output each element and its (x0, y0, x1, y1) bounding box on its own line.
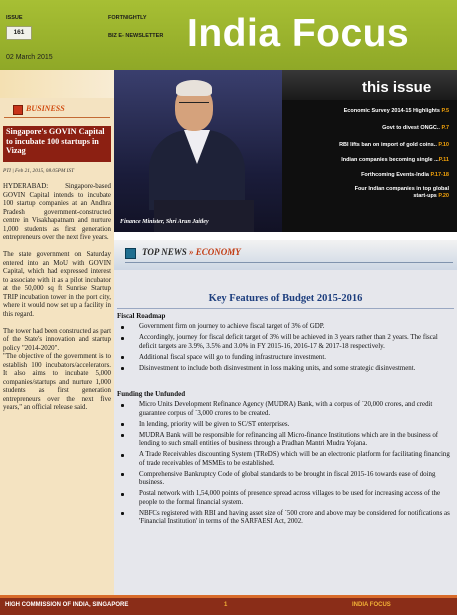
business-section-header (0, 104, 114, 116)
article-paragraph: HYDERABAD: Singapore-based GOVIN Capital intends to incubate 100 startup companies at an Andhra Pradesh government-constructed centre in Visakhapatnam and nurture 1,000 students as first generation entrepreneurs over the next five years. (3, 183, 111, 241)
toc-item[interactable]: Indian companies becoming single ...P.11 (341, 157, 449, 163)
footer-organization: HIGH COMMISSION OF INDIA, SINGAPORE (5, 602, 129, 608)
list-item: Micro Units Development Refinance Agency (MUDRA) Bank, with a corpus of `20,000 crores, and credit guarantee corpus of `3,000 crores to be created. (117, 401, 450, 418)
this-issue-title: this issue (362, 79, 432, 96)
fiscal-list (117, 323, 450, 376)
article-paragraph: The tower had been constructed as part of the State's innovation and startup policy "2014-2020". (3, 327, 111, 352)
list-item: Disinvestment to include both disinvestment in loss making units, and some strategic disinvestment. (117, 365, 450, 374)
footer-page-number: 1 (224, 602, 228, 608)
list-item: Comprehensive Bankruptcy Code of global standards to be brought in fiscal 2015-16 towards ease of doing business. (117, 471, 450, 488)
top-news-label: TOP NEWS » ECONOMY (142, 247, 241, 257)
key-features-title: Key Features of Budget 2015-2016 (208, 293, 363, 304)
issue-date: 02 March 2015 (6, 54, 53, 61)
list-item: MUDRA Bank will be responsible for refinancing all Micro-finance Institutions which are in the business of lending to such small entities of business through a Pradhan Mantri Mudra Yojana. (117, 432, 450, 449)
unfunded-heading: Funding the Unfunded (117, 390, 186, 398)
top-news-divider (125, 262, 453, 263)
this-issue-panel (282, 70, 457, 232)
unfunded-list (117, 401, 450, 529)
toc-item[interactable]: Four Indian companies in top global start-ups P.20 (354, 186, 449, 199)
business-divider (4, 117, 110, 118)
key-features-divider (117, 308, 454, 309)
list-item: Accordingly, journey for fiscal deficit target of 3% will be achieved in 3 years rather than 2 years. The fiscal deficit targets are 3.9%, 3.5% and 3.0% in FY 2015-16, 2016-17 & 2017-18 respectively. (117, 334, 450, 351)
section-marker-icon (13, 105, 23, 115)
frequency-label: FORTNIGHTLY (108, 15, 147, 21)
business-byline: PTI | Feb 21, 2015, 08.05PM IST (3, 168, 75, 174)
business-article (3, 183, 111, 421)
business-headline: Singapore's GOVIN Capital to incubate 100 startups in Vizag (3, 126, 111, 162)
list-item: NBFCs registered with RBI and having asset size of `500 crore and above may be considered for notifications as 'Financial Institution' in terms of the SARFAESI Act, 2002. (117, 510, 450, 527)
newsletter-label: BIZ E- NEWSLETTER (108, 33, 164, 39)
issue-number: 161 (6, 26, 32, 40)
photo-figure-glasses (179, 102, 209, 107)
minister-photo (114, 70, 282, 232)
toc-item[interactable]: RBI lifts ban on import of gold coins.. P.10 (339, 142, 449, 148)
section-marker-icon (125, 248, 136, 259)
list-item: In lending, priority will be given to SC/ST enterprises. (117, 421, 450, 430)
business-label: BUSINESS (26, 104, 65, 113)
masthead-title: India Focus (187, 12, 410, 55)
fiscal-heading: Fiscal Roadmap (117, 312, 166, 320)
photo-figure-hair (176, 80, 212, 96)
left-column-strip (0, 70, 114, 98)
article-paragraph: The state government on Saturday entered into an MoU with GOVIN Capital, which had expressed interest to associate with it as a pilot incubator at the 50,000 sq ft Sunrise Startup TRIP incubation tower in the port city, where it would now set up a facility in this regard. (3, 251, 111, 318)
footer-publication: INDIA FOCUS (352, 602, 391, 608)
toc-item[interactable]: Economic Survey 2014-15 Highlights P.5 (343, 108, 449, 114)
toc-item[interactable]: Govt to divest ONGC.. P.7 (382, 125, 449, 131)
list-item: Additional fiscal space will go to funding infrastructure investment. (117, 354, 450, 363)
list-item: Postal network with 1,54,000 points of presence spread across villages to be used for increasing access of the people to the formal financial system. (117, 490, 450, 507)
list-item: Government firm on journey to achieve fiscal target of 3% of GDP. (117, 323, 450, 332)
toc-item[interactable]: Forthcoming Events-India P.17-18 (361, 172, 449, 178)
photo-caption: Finance Minister, Shri Arun Jaitley (120, 219, 209, 225)
footer (0, 598, 457, 615)
issue-label: ISSUE (6, 15, 23, 21)
photo-podium (154, 200, 254, 232)
article-paragraph: "The objective of the government is to establish 100 incubators/accelerators. It also aims to incubate 5,000 companies/startups and nurture 1,000 students as first generation entrepreneurs over the next five years," an official release said. (3, 353, 111, 411)
list-item: A Trade Receivables discounting System (TReDS) which will be an electronic platform for facilitating financing of trade receivables of MSMEs to be established. (117, 451, 450, 468)
